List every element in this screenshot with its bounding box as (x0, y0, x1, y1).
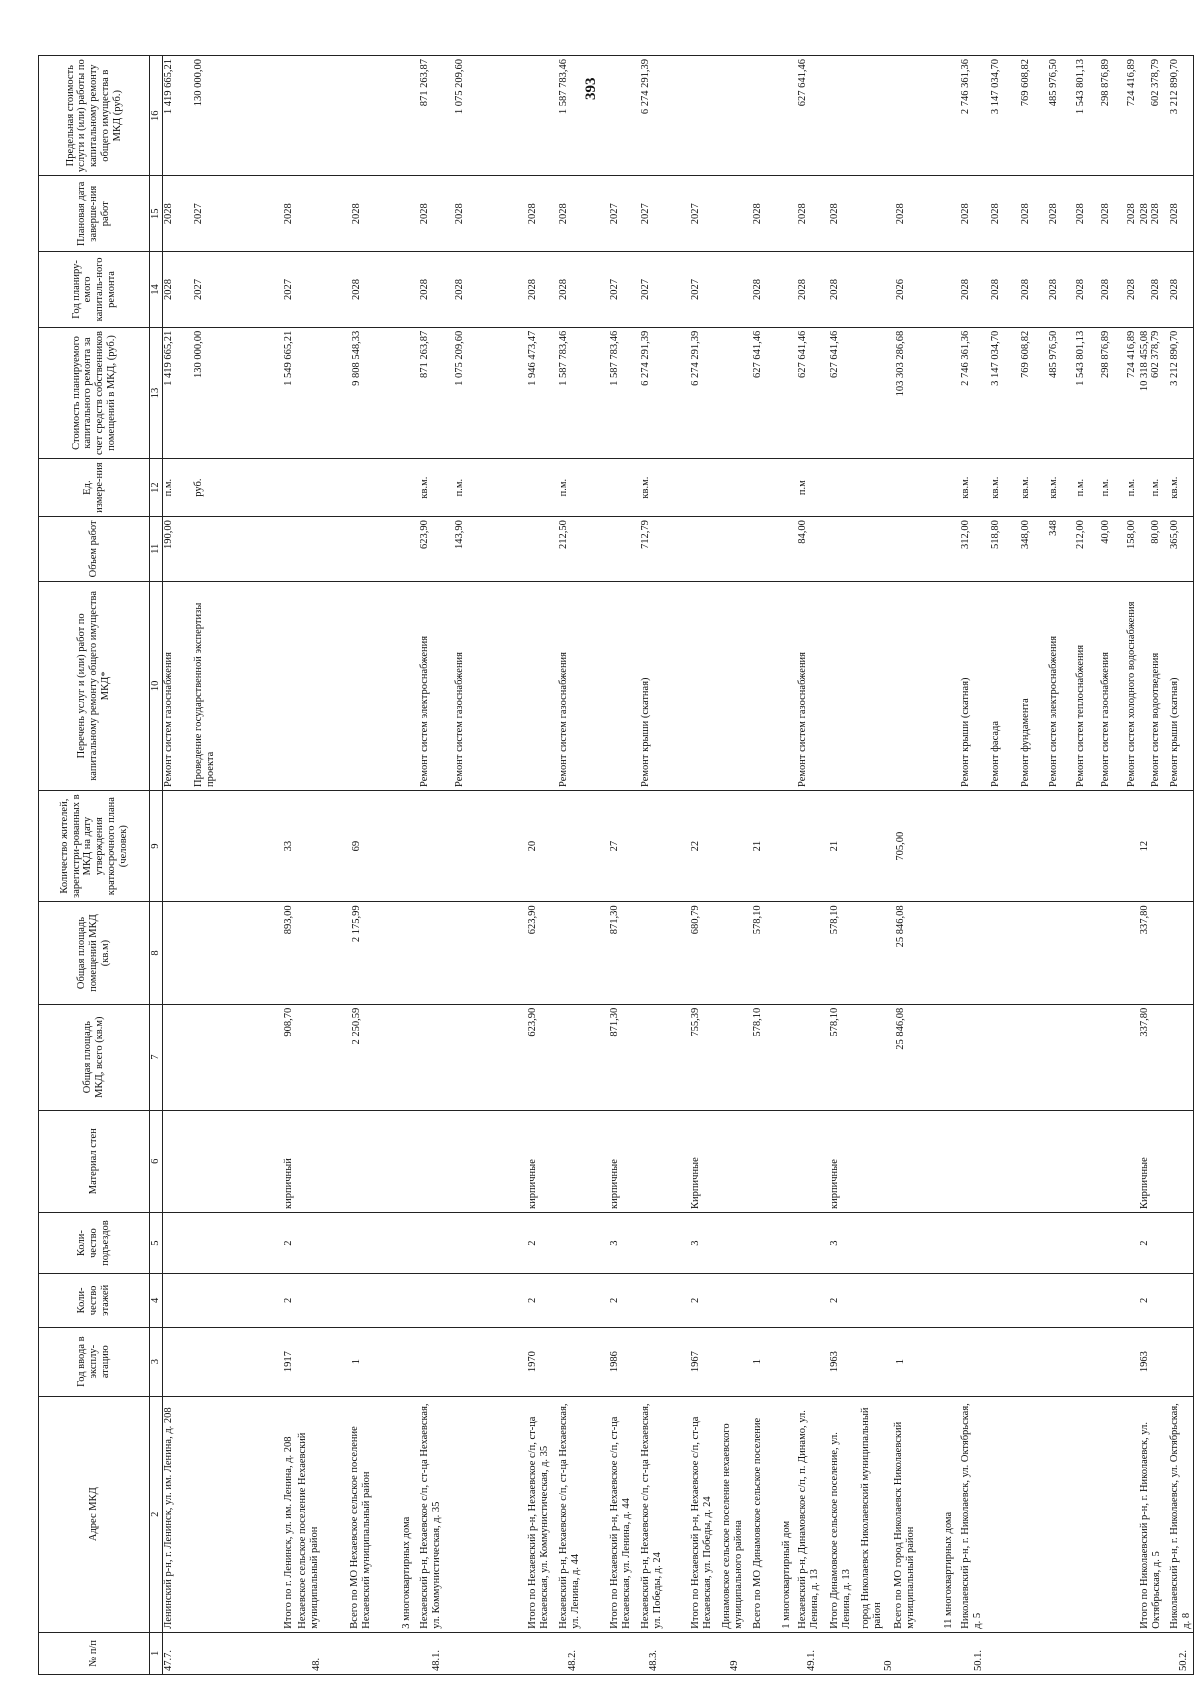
cell-text: 2028 (454, 203, 465, 225)
cell-text: 2027 (193, 203, 204, 225)
cell-text: 2 (527, 1297, 538, 1304)
header-row (39, 56, 150, 1675)
cell-text: Ремонт крыши (скатная) (1169, 677, 1180, 787)
cell-text: 212,00 (1075, 520, 1086, 549)
cell-text: 871,30 (609, 905, 620, 935)
cell-text: 3 (829, 1240, 840, 1246)
cell-text: 348 (1048, 520, 1059, 536)
cell-text: 627 641,46 (797, 330, 808, 379)
cell-text: 1 (351, 1359, 362, 1365)
cell-text: 1 075 209,60 (454, 59, 465, 115)
cell-text: 2028 (351, 278, 362, 300)
col-walls-cell (163, 1110, 1194, 1212)
cell-text: 893,00 (283, 905, 294, 935)
cell-text: 25 846,08 (895, 1007, 906, 1050)
cell-text: 1 многоквартирный дом (781, 1520, 792, 1629)
cell-text: 2028 (960, 203, 971, 225)
cell-text: 712,79 (640, 520, 651, 549)
cell-text: 2028 (1169, 203, 1180, 225)
col-end-date-cell (163, 176, 1194, 252)
col-volume-cell (163, 517, 1194, 582)
cell-text: 680,79 (690, 905, 701, 935)
header-cell: Предельная стоимость услуги и (или) работы по капитальному ремонту общего имущества в МКД (руб.) (39, 56, 150, 176)
cell-text: 2 (283, 1297, 294, 1304)
cell-text: 2027 (690, 203, 701, 225)
cell-text: 2 746 361,36 (960, 330, 971, 386)
cell-text: 103 303 286,68 (895, 330, 906, 397)
cell-text: Ремонт крыши (скатная) (960, 677, 971, 787)
column-number: 10 (150, 581, 163, 790)
cell-text: 871,30 (609, 1007, 620, 1037)
cell-text: 2028 (1139, 203, 1150, 225)
cell-text: 298 876,89 (1100, 59, 1111, 107)
cell-text: 2 250,59 (351, 1007, 362, 1045)
cell-text: 49 (729, 1660, 740, 1671)
col-max-cost-cell (163, 56, 1194, 176)
cell-text: 2028 (1150, 278, 1161, 300)
cell-text: 871 263,87 (419, 59, 430, 107)
cell-text: Ремонт систем газоснабжения (163, 651, 174, 787)
cell-text: 2027 (609, 203, 620, 225)
cell-text: 2028 (454, 278, 465, 300)
cell-text: 2028 (419, 203, 430, 225)
header-cell: Коли-чество этажей (39, 1274, 150, 1327)
header-cell: Адрес МКД (39, 1396, 150, 1632)
page-number: 393 (583, 77, 599, 100)
cell-text: 602 378,79 (1150, 330, 1161, 379)
cell-text: Ремонт систем газоснабжения (797, 651, 808, 787)
cell-text: 2028 (558, 278, 569, 300)
cell-text: 627 641,46 (829, 330, 840, 379)
cell-text: 2028 (829, 278, 840, 300)
cell-text: 48.2. (567, 1650, 578, 1671)
cell-text: 2028 (829, 203, 840, 225)
cell-text: 130 000,00 (193, 330, 204, 379)
cell-text: 627 641,46 (797, 59, 808, 107)
cell-text: Всего по МО Нехаевское сельское поселение Нехаевский муниципальный район (349, 1426, 372, 1629)
cell-text: Ремонт систем холодного водоснабжения (1126, 601, 1137, 787)
cell-text: Итого по г. Ленинск, ул. им. Ленина, д. 208 (283, 1436, 294, 1629)
cell-text: 337,80 (1139, 905, 1150, 935)
cell-text: 2028 (558, 203, 569, 225)
cell-text: Итого по Николаевский р-н, г. Николаевск, ул. Октябрьская, д. 5 (1139, 1422, 1162, 1629)
cell-text: Итого по Нехаевский р-н, Нехаевское с/п, ст-ца Нехаевская, ул. Коммунистическая, д. 35 (527, 1416, 550, 1629)
cell-text: 2 (609, 1297, 620, 1304)
cell-text: 2028 (990, 278, 1001, 300)
cell-text: кв.м. (1169, 476, 1180, 499)
cell-text: 21 (829, 840, 840, 852)
cell-text: 2028 (1075, 203, 1086, 225)
cell-text: 2027 (609, 278, 620, 300)
cell-text: 2 (1139, 1240, 1150, 1246)
cell-text: 12 (1139, 840, 1150, 852)
cell-text: Ремонт фасада (990, 720, 1001, 787)
cell-text: 2028 (990, 203, 1001, 225)
cell-text: Николаевский р-н, г. Николаевск, ул. Октябрьская, д. 8 (1169, 1403, 1192, 1629)
column-number: 3 (150, 1327, 163, 1396)
cell-text: 724 416,89 (1126, 330, 1137, 379)
cell-text: Ремонт систем электроснабжения (419, 635, 430, 787)
cell-text: 2027 (690, 278, 701, 300)
cell-text: 2028 (1100, 278, 1111, 300)
cell-text: 80,00 (1150, 520, 1161, 544)
cell-text: 485 976,50 (1048, 330, 1059, 379)
cell-text: 6 274 291,39 (690, 330, 701, 386)
cell-text: 2026 (895, 278, 906, 300)
cell-text: 2028 (1020, 278, 1031, 300)
cell-text: 627 641,46 (752, 330, 763, 379)
cell-text: 6 274 291,39 (640, 330, 651, 386)
cell-text: 623,90 (527, 1007, 538, 1037)
cell-text: 2 746 361,36 (960, 59, 971, 115)
cell-text: 871 263,87 (419, 330, 430, 379)
cell-text: п.м. (1100, 478, 1111, 497)
cell-text: Ремонт фундамента (1020, 698, 1031, 787)
column-number: 5 (150, 1212, 163, 1273)
cell-text: Нехаевское сельское поселение Нехаевский муниципальный район (297, 1432, 320, 1629)
cell-text: 1 543 801,13 (1075, 330, 1086, 386)
cell-text: 1 075 209,60 (454, 330, 465, 386)
column-number: 1 (150, 1632, 163, 1674)
col-entrances-cell (163, 1212, 1194, 1273)
cell-text: 2028 (163, 278, 174, 300)
col-area-rooms-cell (163, 902, 1194, 1004)
cell-text: 48.1. (431, 1650, 442, 1671)
cell-text: 485 976,50 (1048, 59, 1059, 107)
cell-text: 2028 (1169, 278, 1180, 300)
cell-text: 1917 (283, 1351, 294, 1373)
col-cost-cell (163, 327, 1194, 458)
cell-text: 50 (883, 1660, 894, 1671)
cell-text: 2028 (895, 203, 906, 225)
column-number: 16 (150, 56, 163, 176)
col-number-cell (163, 1632, 1194, 1674)
cell-text: 2028 (797, 203, 808, 225)
cell-text: Ремонт систем электроснабжения (1048, 635, 1059, 787)
cell-text: 365,00 (1169, 520, 1180, 549)
col-year-cell (163, 1327, 1194, 1396)
cell-text: 312,00 (960, 520, 971, 549)
header-cell: Материал стен (39, 1110, 150, 1212)
cell-text: 623,90 (419, 520, 430, 549)
header-cell: Общая площадь помещений МКД (кв.м) (39, 902, 150, 1004)
cell-text: 2 (527, 1240, 538, 1246)
cell-text: 2027 (283, 278, 294, 300)
cell-text: 769 608,82 (1020, 59, 1031, 107)
cell-text: 69 (351, 840, 362, 852)
cell-text: Нехаевский р-н, Нехаевское с/п, ст-ца Нехаевская, ул. Ленина, д. 44 (558, 1403, 581, 1629)
cell-text: кирпичные (609, 1159, 620, 1209)
cell-text: 623,90 (527, 905, 538, 935)
cell-text: 1 (752, 1359, 763, 1365)
cell-text: Итого по Нехаевский р-н, Нехаевское с/п, ст-ца Нехаевская, ул. Победы, д. 24 (690, 1416, 713, 1629)
cell-text: 2028 (752, 278, 763, 300)
cell-text: 298 876,89 (1100, 330, 1111, 379)
cell-text: 9 808 548,33 (351, 330, 362, 386)
cell-text: п.м. (1126, 478, 1137, 497)
cell-text: 1 946 473,47 (527, 330, 538, 386)
cell-text: кв.м. (990, 476, 1001, 499)
cell-text: 2028 (1126, 203, 1137, 225)
column-number: 2 (150, 1396, 163, 1632)
cell-text: кв.м. (960, 476, 971, 499)
cell-text: 49.1. (806, 1650, 817, 1671)
cell-text: 25 846,08 (895, 905, 906, 948)
cell-text: 22 (690, 840, 701, 852)
cell-text: 1967 (690, 1351, 701, 1373)
cell-text: 190,00 (163, 520, 174, 549)
cell-text: 2028 (1126, 278, 1137, 300)
cell-text: 2028 (351, 203, 362, 225)
cell-text: 212,50 (558, 520, 569, 549)
col-works-cell (163, 581, 1194, 790)
cell-text: Ленинский р-н, г. Ленинск, ул. им. Ленина, д. 208 (163, 1407, 174, 1629)
col-unit-cell (163, 459, 1194, 517)
column-number: 6 (150, 1110, 163, 1212)
cell-text: 2 (690, 1297, 701, 1304)
cell-text: 2 175,99 (351, 905, 362, 943)
cell-text: 2028 (1020, 203, 1031, 225)
col-plan-year-cell (163, 252, 1194, 328)
cell-text: 3 многоквартирных дома (401, 1516, 412, 1629)
header-cell: Количество жителей, зарегистри-рованных в МКД на дату утверждения краткосрочного плана (человек) (39, 790, 150, 901)
cell-text: Итого Динамовское сельское поселение, ул. Ленина, д. 13 (829, 1432, 852, 1629)
cell-text: Нехаевский р-н, Нехаевское с/п, ст-ца Нехаевская, ул. Коммунистическая, д. 35 (419, 1403, 442, 1629)
cell-text: 2028 (1075, 278, 1086, 300)
cell-text: 602 378,79 (1150, 59, 1161, 107)
cell-text: п.м. (1150, 478, 1161, 497)
cell-text: Нехаевский р-н, Нехаевское с/п, ст-ца Нехаевская, ул. Победы, д. 24 (640, 1403, 663, 1629)
cell-text: 1986 (609, 1351, 620, 1373)
cell-text: Ремонт крыши (скатная) (640, 677, 651, 787)
cell-text: 2027 (193, 278, 204, 300)
cell-text: 10 318 455,08 (1139, 330, 1150, 392)
cell-text: 1 419 665,21 (163, 59, 174, 115)
cell-text: 2028 (1048, 203, 1059, 225)
header-cell: Год ввода в эксплу-атацию (39, 1327, 150, 1396)
cell-text: 50.2. (1178, 1650, 1189, 1671)
cell-text: город Николаевск Николаевский муниципальный район (860, 1407, 883, 1629)
table-body-row (163, 56, 1194, 1675)
cell-text: 1 549 665,21 (283, 330, 294, 386)
cell-text: кв.м. (419, 476, 430, 499)
cell-text: п.м. (163, 478, 174, 497)
cell-text: 47.7. (163, 1650, 174, 1671)
header-cell: Стоимость планируемого капитального ремонта за счет средств собственников помещений в МКД, (руб.) (39, 327, 150, 458)
cell-text: 2 (283, 1240, 294, 1246)
cell-text: 2028 (752, 203, 763, 225)
col-residents-cell (163, 790, 1194, 901)
cell-text: кирпичные (829, 1159, 840, 1209)
cell-text: 1 419 665,21 (163, 330, 174, 386)
cell-text: Ремонт систем теплоснабжения (1075, 644, 1086, 787)
cell-text: кв.м. (640, 476, 651, 499)
header-cell: Общая площадь МКД, всего (кв.м) (39, 1004, 150, 1110)
cell-text: 1 587 783,46 (609, 330, 620, 386)
cell-text: 1963 (829, 1351, 840, 1373)
cell-text: кирпичные (527, 1159, 538, 1209)
header-cell: Год планиру-емого капиталь-ного ремонта (39, 252, 150, 328)
cell-text: 2028 (163, 203, 174, 225)
cell-text: п.м. (558, 478, 569, 497)
cell-text: 2028 (419, 278, 430, 300)
column-number: 12 (150, 459, 163, 517)
cell-text: кв.м. (1048, 476, 1059, 499)
cell-text: 2 (829, 1297, 840, 1304)
column-number-row (150, 56, 163, 1675)
cell-text: Динамовское сельское поселение нехаевского муниципального района (721, 1423, 744, 1629)
cell-text: 769 608,82 (1020, 330, 1031, 379)
cell-text: 2027 (640, 278, 651, 300)
cell-text: Итого по Нехаевский р-н, Нехаевское с/п, ст-ца Нехаевская, ул. Ленина, д. 44 (609, 1416, 632, 1629)
cell-text: 143,90 (454, 520, 465, 549)
cell-text: 908,70 (283, 1007, 294, 1037)
column-number: 11 (150, 517, 163, 582)
cell-text: 6 274 291,39 (640, 59, 651, 115)
cell-text: п.м. (454, 478, 465, 497)
cell-text: 3 (690, 1240, 701, 1246)
repair-plan-table (38, 55, 1194, 1675)
header-cell: Перечень услуг и (или) работ по капитальному ремонту общего имущества МКД* (39, 581, 150, 790)
cell-text: Ремонт систем газоснабжения (454, 651, 465, 787)
cell-text: 48.3. (648, 1650, 659, 1671)
cell-text: Всего по МО город Николаевск Николаевский муниципальный район (893, 1421, 916, 1629)
column-number: 7 (150, 1004, 163, 1110)
cell-text: 2028 (283, 203, 294, 225)
column-number: 15 (150, 176, 163, 252)
header-cell: № п/п (39, 1632, 150, 1674)
cell-text: 11 многоквартирных дома (943, 1511, 954, 1629)
cell-text: 40,00 (1100, 520, 1111, 544)
header-cell: Объем работ (39, 517, 150, 582)
cell-text: 1 587 783,46 (558, 59, 569, 115)
cell-text: 27 (609, 840, 620, 852)
cell-text: 578,10 (752, 1007, 763, 1037)
cell-text: 2028 (527, 278, 538, 300)
cell-text: 2028 (1150, 203, 1161, 225)
header-cell: Плановая дата заверше-ния работ (39, 176, 150, 252)
cell-text: 3 212 890,70 (1169, 330, 1180, 386)
col-address-cell (163, 1396, 1194, 1632)
column-number: 8 (150, 902, 163, 1004)
col-floors-cell (163, 1274, 1194, 1327)
cell-text: 2 (1139, 1297, 1150, 1304)
cell-text: 1 543 801,13 (1075, 59, 1086, 115)
cell-text: 755,39 (690, 1007, 701, 1037)
cell-text: 705,00 (895, 831, 906, 861)
cell-text: 84,00 (797, 520, 808, 544)
cell-text: п.м (797, 480, 808, 496)
col-area-total-cell (163, 1004, 1194, 1110)
cell-text: руб. (193, 478, 204, 497)
column-number: 14 (150, 252, 163, 328)
cell-text: 1 (895, 1359, 906, 1365)
cell-text: 337,80 (1139, 1007, 1150, 1037)
cell-text: 48. (311, 1657, 322, 1671)
cell-text: Проведение государственной экспертизы проекта (193, 602, 216, 787)
header-cell: Ед. измере-ния (39, 459, 150, 517)
cell-text: 1970 (527, 1351, 538, 1373)
cell-text: Ремонт систем газоснабжения (558, 651, 569, 787)
cell-text: Ремонт систем водоотведения (1150, 652, 1161, 787)
cell-text: Кирпичные (1139, 1157, 1150, 1209)
cell-text: 518,80 (990, 520, 1001, 549)
cell-text: 158,00 (1126, 520, 1137, 549)
cell-text: 2028 (797, 278, 808, 300)
cell-text: 21 (752, 840, 763, 852)
cell-text: Ремонт систем газоснабжения (1100, 651, 1111, 787)
cell-text: 3 (609, 1240, 620, 1246)
cell-text: 2027 (640, 203, 651, 225)
cell-text: 2028 (1100, 203, 1111, 225)
cell-text: кирпичный (283, 1158, 294, 1209)
cell-text: 130 000,00 (193, 59, 204, 107)
cell-text: 3 147 034,70 (990, 59, 1001, 115)
cell-text: 50.1. (973, 1650, 984, 1671)
cell-text: 1963 (1139, 1351, 1150, 1373)
cell-text: 2028 (527, 203, 538, 225)
cell-text: 724 416,89 (1126, 59, 1137, 107)
cell-text: Николаевский р-н, г. Николаевск, ул. Октябрьская, д. 5 (960, 1403, 983, 1629)
cell-text: 348,00 (1020, 520, 1031, 549)
column-number: 4 (150, 1274, 163, 1327)
cell-text: Кирпичные (690, 1157, 701, 1209)
column-number: 13 (150, 327, 163, 458)
cell-text: 33 (283, 840, 294, 852)
cell-text: 2028 (1048, 278, 1059, 300)
cell-text: 578,10 (829, 1007, 840, 1037)
cell-text: кв.м. (1020, 476, 1031, 499)
cell-text: 2028 (960, 278, 971, 300)
cell-text: 20 (527, 840, 538, 852)
cell-text: Всего по МО Динамовское сельское поселение (752, 1417, 763, 1629)
cell-text: п.м. (1075, 478, 1086, 497)
header-cell: Коли-чество подъездов (39, 1212, 150, 1273)
cell-text: 3 212 890,70 (1169, 59, 1180, 115)
cell-text: Нехаевский р-н, Динамовское с/п, п. Динамо, ул. Ленина, д. 13 (797, 1410, 820, 1629)
column-number: 9 (150, 790, 163, 901)
cell-text: 1 587 783,46 (558, 330, 569, 386)
cell-text: 3 147 034,70 (990, 330, 1001, 386)
cell-text: 578,10 (829, 905, 840, 935)
cell-text: 578,10 (752, 905, 763, 935)
